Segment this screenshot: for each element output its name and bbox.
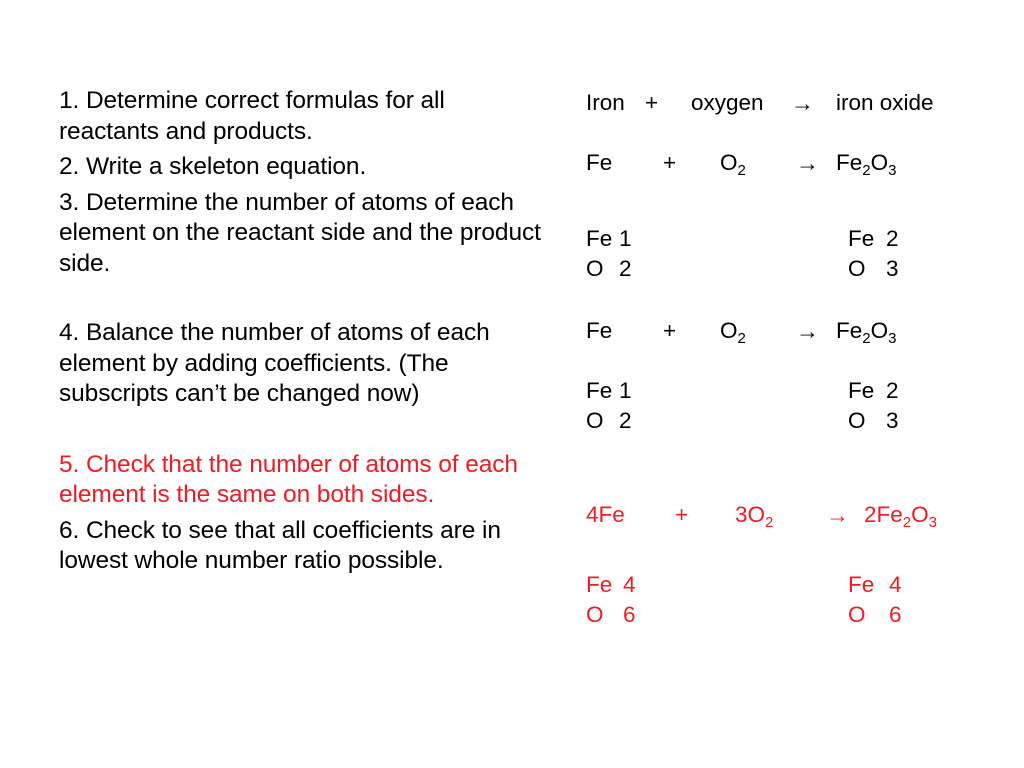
atom-tally-row xyxy=(586,376,1006,406)
tally-reactant-element-o: O xyxy=(586,602,604,627)
procedure-step-4: 4. Balance the number of atoms of each element by adding coefficients. (The subscripts can’t be changed now) xyxy=(59,319,490,407)
atom-tally-row xyxy=(586,224,1006,254)
skeleton-fe-symbol: Fe xyxy=(836,150,863,175)
atom-tally-skeleton xyxy=(586,224,1006,284)
unbalanced-o-subscript: 2 xyxy=(737,330,746,347)
balanced-equation xyxy=(586,498,1006,532)
tally-reactant-count-fe: 4 xyxy=(623,572,636,597)
procedure-step-6: 6. Check to see that all coefficients are in lowest whole number ratio possible. xyxy=(59,516,501,574)
unbalanced-plus-sign: + xyxy=(663,318,677,343)
tally-product-count-fe: 2 xyxy=(886,378,899,403)
unbalanced-equation-group xyxy=(586,314,1006,348)
unbalanced-reactant-o2 xyxy=(720,314,746,351)
balanced-reactant-3o2 xyxy=(735,498,773,535)
tally-reactant-count-o: 2 xyxy=(619,256,632,281)
unbalanced-prod-o-symbol: O xyxy=(870,318,889,343)
unbalanced-equation xyxy=(586,314,1006,348)
balanced-fe-subscript: 2 xyxy=(902,514,912,531)
tally-product-count-fe: 4 xyxy=(889,572,902,597)
balanced-prod-o-subscript: 3 xyxy=(928,514,937,531)
balanced-o-symbol: 3O xyxy=(735,502,766,527)
tally-product-element-o: O xyxy=(848,256,866,281)
yields-arrow-icon: → xyxy=(826,502,849,528)
tally-product-count-o: 3 xyxy=(886,256,899,281)
procedure-steps-list xyxy=(59,86,551,582)
tally-reactant-element-fe: Fe xyxy=(586,572,613,597)
skeleton-reactant-o2 xyxy=(720,146,746,183)
balanced-plus-sign: + xyxy=(675,502,689,527)
skeleton-plus-sign: + xyxy=(663,150,677,175)
balanced-product-2fe2o3 xyxy=(864,498,937,535)
yields-arrow-icon: → xyxy=(796,150,819,176)
balanced-prod-o-symbol: O xyxy=(911,502,929,527)
tally-product-count-o: 6 xyxy=(889,602,902,627)
atom-tally-row xyxy=(586,254,1006,284)
tally-product-element-fe: Fe xyxy=(848,378,875,403)
atom-tally-row xyxy=(586,570,1006,600)
procedure-step-3: 3. Determine the number of atoms of each element on the reactant side and the product side. xyxy=(59,188,541,277)
skeleton-reactant-fe: Fe xyxy=(586,150,613,175)
atom-tally-unbalanced xyxy=(586,376,1006,436)
tally-reactant-element-o: O xyxy=(586,408,604,433)
unbalanced-o-symbol: O xyxy=(720,318,738,343)
tally-reactant-element-fe: Fe xyxy=(586,226,613,251)
word-equation-reactant-iron: Iron xyxy=(586,90,625,115)
word-equation-product-iron-oxide: iron oxide xyxy=(836,90,934,115)
tally-product-element-fe: Fe xyxy=(848,226,875,251)
yields-arrow-icon: → xyxy=(791,90,814,116)
atom-tally-row xyxy=(586,406,1006,436)
procedure-step-2: 2. Write a skeleton equation. xyxy=(59,153,367,180)
balanced-o-subscript: 2 xyxy=(765,514,774,531)
word-equation-group xyxy=(586,86,1006,120)
skeleton-prod-o-symbol: O xyxy=(870,150,889,175)
tally-reactant-element-o: O xyxy=(586,256,604,281)
skeleton-o-symbol: O xyxy=(720,150,738,175)
word-equation xyxy=(586,86,1006,120)
word-equation-reactant-oxygen: oxygen xyxy=(691,90,764,115)
word-equation-plus-sign: + xyxy=(645,90,659,115)
yields-arrow-icon: → xyxy=(796,318,819,344)
procedure-step-5: 5. Check that the number of atoms of each element is the same on both sides. xyxy=(59,450,518,508)
atom-tally-balanced xyxy=(586,570,1006,630)
tally-product-element-fe: Fe xyxy=(848,572,875,597)
tally-reactant-count-fe: 1 xyxy=(619,378,632,403)
unbalanced-product-fe2o3 xyxy=(836,314,896,351)
tally-reactant-count-o: 2 xyxy=(619,408,632,433)
unbalanced-prod-o-subscript: 3 xyxy=(888,330,897,347)
skeleton-equation-group xyxy=(586,146,1006,180)
tally-product-element-o: O xyxy=(848,602,866,627)
tally-reactant-count-fe: 1 xyxy=(619,226,632,251)
tally-product-element-o: O xyxy=(848,408,866,433)
unbalanced-fe-symbol: Fe xyxy=(836,318,863,343)
balanced-fe-symbol: 2Fe xyxy=(864,502,903,527)
procedure-step-1: 1. Determine correct formulas for all reactants and products. xyxy=(59,87,445,145)
unbalanced-reactant-fe: Fe xyxy=(586,318,613,343)
skeleton-o-subscript: 2 xyxy=(737,162,746,179)
tally-product-count-o: 3 xyxy=(886,408,899,433)
skeleton-prod-o-subscript: 3 xyxy=(888,162,897,179)
tally-reactant-element-fe: Fe xyxy=(586,378,613,403)
tally-reactant-count-o: 6 xyxy=(623,602,636,627)
tally-product-count-fe: 2 xyxy=(886,226,899,251)
balanced-equation-group xyxy=(586,498,1006,532)
skeleton-fe-subscript: 2 xyxy=(862,162,871,179)
atom-tally-row xyxy=(586,600,1006,630)
balanced-reactant-4fe: 4Fe xyxy=(586,502,625,527)
skeleton-equation xyxy=(586,146,1006,180)
skeleton-product-fe2o3 xyxy=(836,146,896,183)
unbalanced-fe-subscript: 2 xyxy=(862,330,871,347)
